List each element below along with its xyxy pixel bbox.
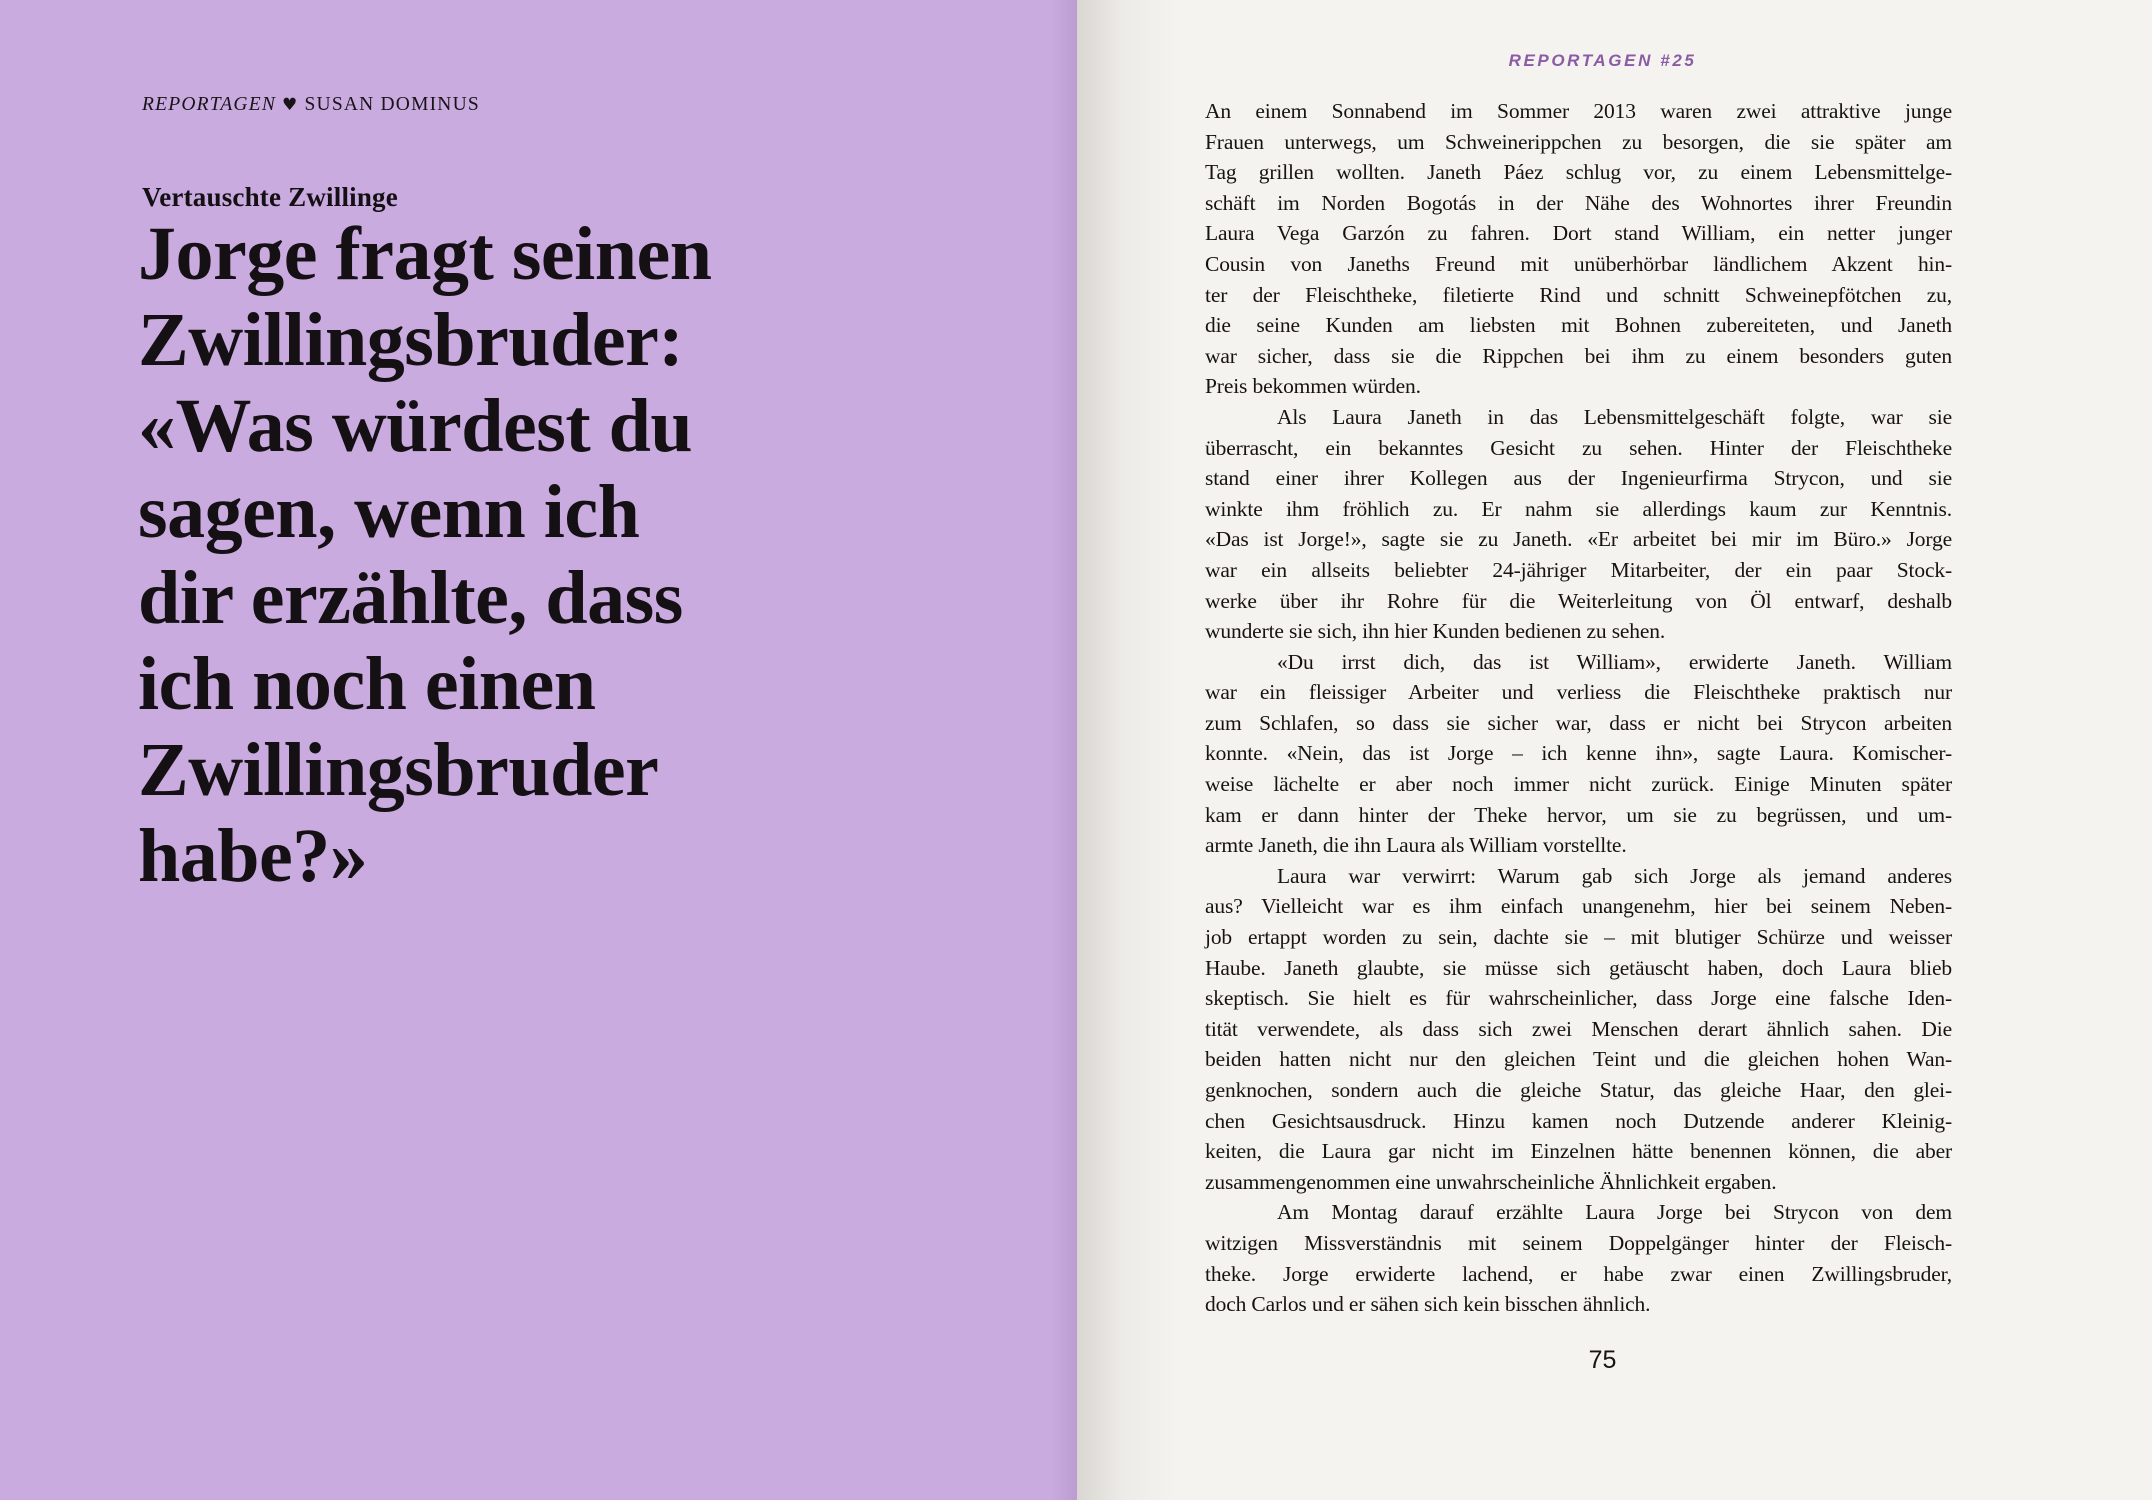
body-paragraph bbox=[1205, 96, 1952, 402]
author-name: SUSAN DOMINUS bbox=[304, 94, 480, 115]
body-line: theke. Jorge erwiderte lachend, er habe zwar einen Zwillingsbruder, bbox=[1205, 1261, 1952, 1286]
body-line: chen Gesichtsausdruck. Hinzu kamen noch Dutzende anderer Kleinig- bbox=[1205, 1108, 1952, 1133]
body-paragraph bbox=[1205, 647, 1952, 861]
body-line: Am Montag darauf erzählte Laura Jorge bei Strycon von dem bbox=[1277, 1200, 1952, 1225]
body-line: genknochen, sondern auch die gleiche Statur, das gleiche Haar, den glei- bbox=[1205, 1078, 1952, 1102]
body-line: doch Carlos und er sähen sich kein bisschen ähnlich. bbox=[1205, 1292, 1651, 1317]
body-line: Laura Vega Garzón zu fahren. Dort stand William, ein netter junger bbox=[1205, 221, 1952, 246]
headline-line: Zwillingsbruder: bbox=[138, 298, 684, 382]
issue-header: REPORTAGEN #25 bbox=[1508, 51, 1697, 70]
heart-icon: ♥ bbox=[282, 95, 299, 115]
body-line: Laura war verwirrt: Warum gab sich Jorge als jemand anderes bbox=[1277, 863, 1952, 888]
body-paragraph bbox=[1205, 1197, 1952, 1319]
article-kicker: Vertauschte Zwillinge bbox=[142, 182, 398, 212]
body-line: überrascht, ein bekanntes Gesicht zu sehen. Hinter der Fleischtheke bbox=[1205, 435, 1952, 460]
body-line: Tag grillen wollten. Janeth Páez schlug vor, zu einem Lebensmittelge- bbox=[1205, 160, 1952, 185]
body-line: Frauen unterwegs, um Schweinerippchen zu besorgen, die sie später am bbox=[1205, 129, 1952, 154]
body-line: wunderte sie sich, ihn hier Kunden bedienen zu sehen. bbox=[1205, 619, 1666, 644]
body-paragraph bbox=[1205, 861, 1952, 1198]
body-line: zusammengenommen eine unwahrscheinliche Ähnlichkeit ergaben. bbox=[1205, 1169, 1777, 1194]
right-page bbox=[1077, 0, 2152, 1500]
body-line: war ein allseits beliebter 24-jähriger Mitarbeiter, der ein paar Stock- bbox=[1205, 557, 1952, 582]
body-line: kam er dann hinter der Theke hervor, um sie zu begrüssen, und um- bbox=[1205, 802, 1952, 827]
article-body bbox=[1205, 96, 1952, 1320]
headline-line: Jorge fragt seinen bbox=[138, 212, 712, 296]
body-line: ter der Fleischtheke, filetierte Rind und schnitt Schweinepfötchen zu, bbox=[1205, 282, 1952, 307]
headline-line: Zwillingsbruder bbox=[138, 728, 659, 812]
body-line: An einem Sonnabend im Sommer 2013 waren zwei attraktive junge bbox=[1205, 99, 1952, 123]
headline-line: ich noch einen bbox=[138, 642, 596, 726]
body-line: konnte. «Nein, das ist Jorge – ich kenne ihn», sagte Laura. Komischer- bbox=[1205, 741, 1952, 766]
body-line: winkte ihm fröhlich zu. Er nahm sie allerdings kaum zur Kenntnis. bbox=[1205, 496, 1952, 521]
body-line: beiden hatten nicht nur den gleichen Teint und die gleichen hohen Wan- bbox=[1205, 1047, 1952, 1072]
magazine-header bbox=[142, 94, 480, 116]
headline-line: sagen, wenn ich bbox=[138, 470, 640, 554]
headline-line: habe?» bbox=[138, 814, 368, 898]
body-line: skeptisch. Sie hielt es für wahrscheinlicher, dass Jorge eine falsche Iden- bbox=[1205, 986, 1952, 1011]
body-line: Preis bekommen würden. bbox=[1205, 374, 1421, 399]
body-line: die seine Kunden am liebsten mit Bohnen zubereiteten, und Janeth bbox=[1205, 313, 1952, 338]
body-line: armte Janeth, die ihn Laura als William vorstellte. bbox=[1205, 833, 1627, 858]
body-line: werke über ihr Rohre für die Weiterleitung von Öl entwarf, deshalb bbox=[1205, 588, 1952, 613]
body-line: «Du irrst dich, das ist William», erwiderte Janeth. William bbox=[1277, 649, 1952, 674]
magazine-name: REPORTAGEN bbox=[142, 94, 277, 115]
page-number: 75 bbox=[1588, 1346, 1617, 1374]
body-line: Cousin von Janeths Freund mit unüberhörbar ländlichem Akzent hin- bbox=[1205, 251, 1952, 276]
body-line: aus? Vielleicht war es ihm einfach unangenehm, hier bei seinem Neben- bbox=[1205, 894, 1952, 919]
body-line: schäft im Norden Bogotás in der Nähe des Wohnortes ihrer Freundin bbox=[1205, 190, 1952, 215]
body-paragraph bbox=[1205, 402, 1952, 647]
body-line: «Das ist Jorge!», sagte sie zu Janeth. «Er arbeitet bei mir im Büro.» Jorge bbox=[1205, 527, 1952, 552]
body-line: stand einer ihrer Kollegen aus der Ingenieurfirma Strycon, und sie bbox=[1205, 466, 1952, 491]
headline-line: dir erzählte, dass bbox=[138, 556, 683, 640]
body-line: war sicher, dass sie die Rippchen bei ihm zu einem besonders guten bbox=[1205, 343, 1952, 368]
article-headline bbox=[138, 211, 1047, 899]
body-line: Haube. Janeth glaubte, sie müsse sich getäuscht haben, doch Laura blieb bbox=[1205, 955, 1952, 980]
body-line: zum Schlafen, so dass sie sicher war, dass er nicht bei Strycon arbeiten bbox=[1205, 710, 1952, 735]
body-line: witzigen Missverständnis mit seinem Doppelgänger hinter der Fleisch- bbox=[1205, 1230, 1952, 1255]
body-line: tität verwendete, als dass sich zwei Menschen derart ähnlich sahen. Die bbox=[1205, 1016, 1952, 1041]
body-line: Als Laura Janeth in das Lebensmittelgeschäft folgte, war sie bbox=[1277, 404, 1952, 429]
body-line: weise lächelte er aber noch immer nicht zurück. Einige Minuten später bbox=[1205, 772, 1952, 797]
body-line: job ertappt worden zu sein, dachte sie – mit blutiger Schürze und weisser bbox=[1205, 925, 1952, 950]
body-line: war ein fleissiger Arbeiter und verliess die Fleischtheke praktisch nur bbox=[1205, 680, 1952, 705]
headline-line: «Was würdest du bbox=[138, 384, 693, 468]
body-line: keiten, die Laura gar nicht im Einzelnen hätte benennen können, die aber bbox=[1205, 1139, 1952, 1164]
